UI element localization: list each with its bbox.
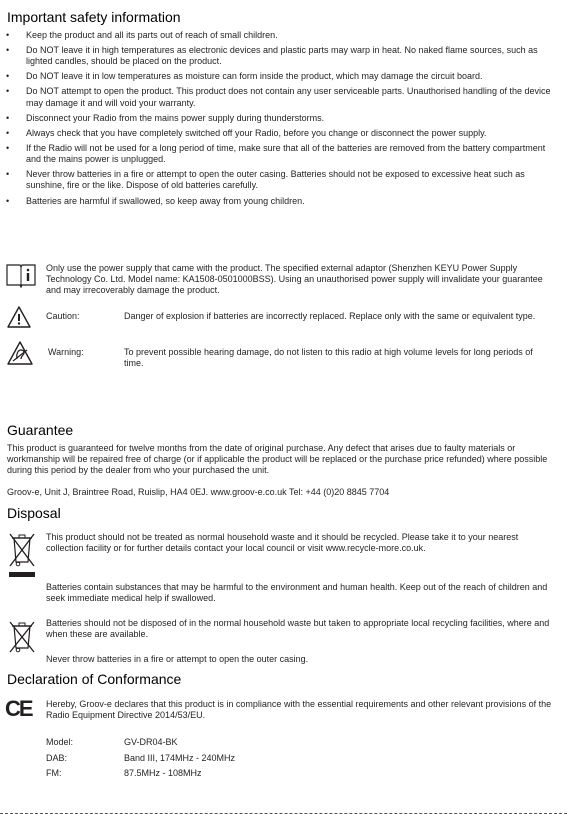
safety-bullet: • Do NOT leave it in high temperatures as electronic devices and plastic parts may warp in heat. No naked flame sources, such as lighted candles, should be placed on the product.	[6, 45, 556, 67]
power-supply-notice: Only use the power supply that came with the product. The specified external adaptor (Shenzhen KEYU Power Supply Technology Co. Ltd. Model name: KA1508-0501000BSS). Using an unauthorised power supply will invalidate your guarantee and may irrecoverably damage the product.	[46, 263, 543, 296]
caution-triangle-icon	[6, 305, 32, 329]
safety-bullet: • Always check that you have completely switched off your Radio, before you change or disconnect the power supply.	[6, 128, 556, 139]
spec-label-dab: DAB:	[46, 753, 68, 763]
info-book-icon	[5, 262, 37, 288]
safety-bullet: • Batteries are harmful if swallowed, so keep away from young children.	[6, 196, 556, 207]
disposal-paragraph-1: This product should not be treated as normal household waste and it should be recycled. Please take it to your nearest collection facility or for further details contact your local council or visit www.recycle-more.co.uk.	[46, 532, 519, 554]
disposal-title: Disposal	[7, 505, 61, 521]
safety-bullet: • If the Radio will not be used for a long period of time, make sure that all of the batteries are removed from the battery compartment and the mains power is unplugged.	[6, 143, 556, 165]
declaration-title: Declaration of Conformance	[7, 671, 182, 687]
guarantee-address: Groov-e, Unit J, Braintree Road, Ruislip, HA4 0EJ. www.groov-e.co.uk Tel: +44 (0)20 8845 7704	[7, 487, 390, 497]
caution-text: Danger of explosion if batteries are incorrectly replaced. Replace only with the same or equivalent type.	[124, 311, 536, 321]
hearing-warning-icon	[6, 340, 34, 366]
spec-value-fm: 87.5MHz - 108MHz	[124, 768, 202, 778]
crossed-bin-icon	[8, 618, 36, 654]
spec-value-dab: Band III, 174MHz - 240MHz	[124, 753, 236, 763]
safety-bullet: • Never throw batteries in a fire or attempt to open the outer casing. Batteries should not be exposed to excessive heat such as sunshine, fire or the like. Dispose of old batteries carefully.	[6, 169, 556, 191]
crossed-bin-icon	[8, 530, 36, 580]
spec-label-model: Model:	[46, 737, 74, 747]
disposal-paragraph-4: Never throw batteries in a fire or attempt to open the outer casing.	[46, 654, 309, 664]
caution-label: Caution:	[46, 311, 80, 321]
declaration-text: Hereby, Groov-e declares that this product is in compliance with the essential requirements and other relevant provisions of the Radio Equipment Directive 2014/53/EU.	[46, 699, 552, 721]
warning-label: Warning:	[48, 347, 84, 357]
ce-mark-icon: CE	[5, 696, 32, 721]
warning-text: To prevent possible hearing damage, do not listen to this radio at high volume levels for long periods of time.	[124, 347, 533, 369]
safety-title: Important safety information	[7, 9, 181, 25]
safety-bullet: • Disconnect your Radio from the mains power supply during thunderstorms.	[6, 113, 556, 124]
safety-bullet: • Keep the product and all its parts out of reach of small children.	[6, 30, 556, 41]
guarantee-text: This product is guaranteed for twelve months from the date of original purchase. Any defect that arises due to faulty materials or workmanship will be repaired free of charge (or if applicable the product will be replaced or the purchase price refunded) where possible during this period by the dealer from who your purchased the unit.	[7, 443, 548, 476]
spec-value-model: GV-DR04-BK	[124, 737, 178, 747]
guarantee-title: Guarantee	[7, 422, 74, 438]
disposal-paragraph-3: Batteries should not be disposed of in the normal household waste but taken to appropriate local recycling facilities, where and when these are available.	[46, 618, 550, 640]
safety-bullet: • Do NOT leave it in low temperatures as moisture can form inside the product, which may damage the circuit board.	[6, 71, 556, 82]
safety-bullet-list	[6, 30, 556, 211]
disposal-paragraph-2: Batteries contain substances that may be harmful to the environment and human health. Keep out of the reach of children and seek immediate medical help if swallowed.	[46, 582, 548, 604]
safety-bullet: • Do NOT attempt to open the product. This product does not contain any user serviceable parts. Unauthorised handling of the device may damage it and will void your warranty.	[6, 86, 556, 108]
spec-label-fm: FM:	[46, 768, 62, 778]
